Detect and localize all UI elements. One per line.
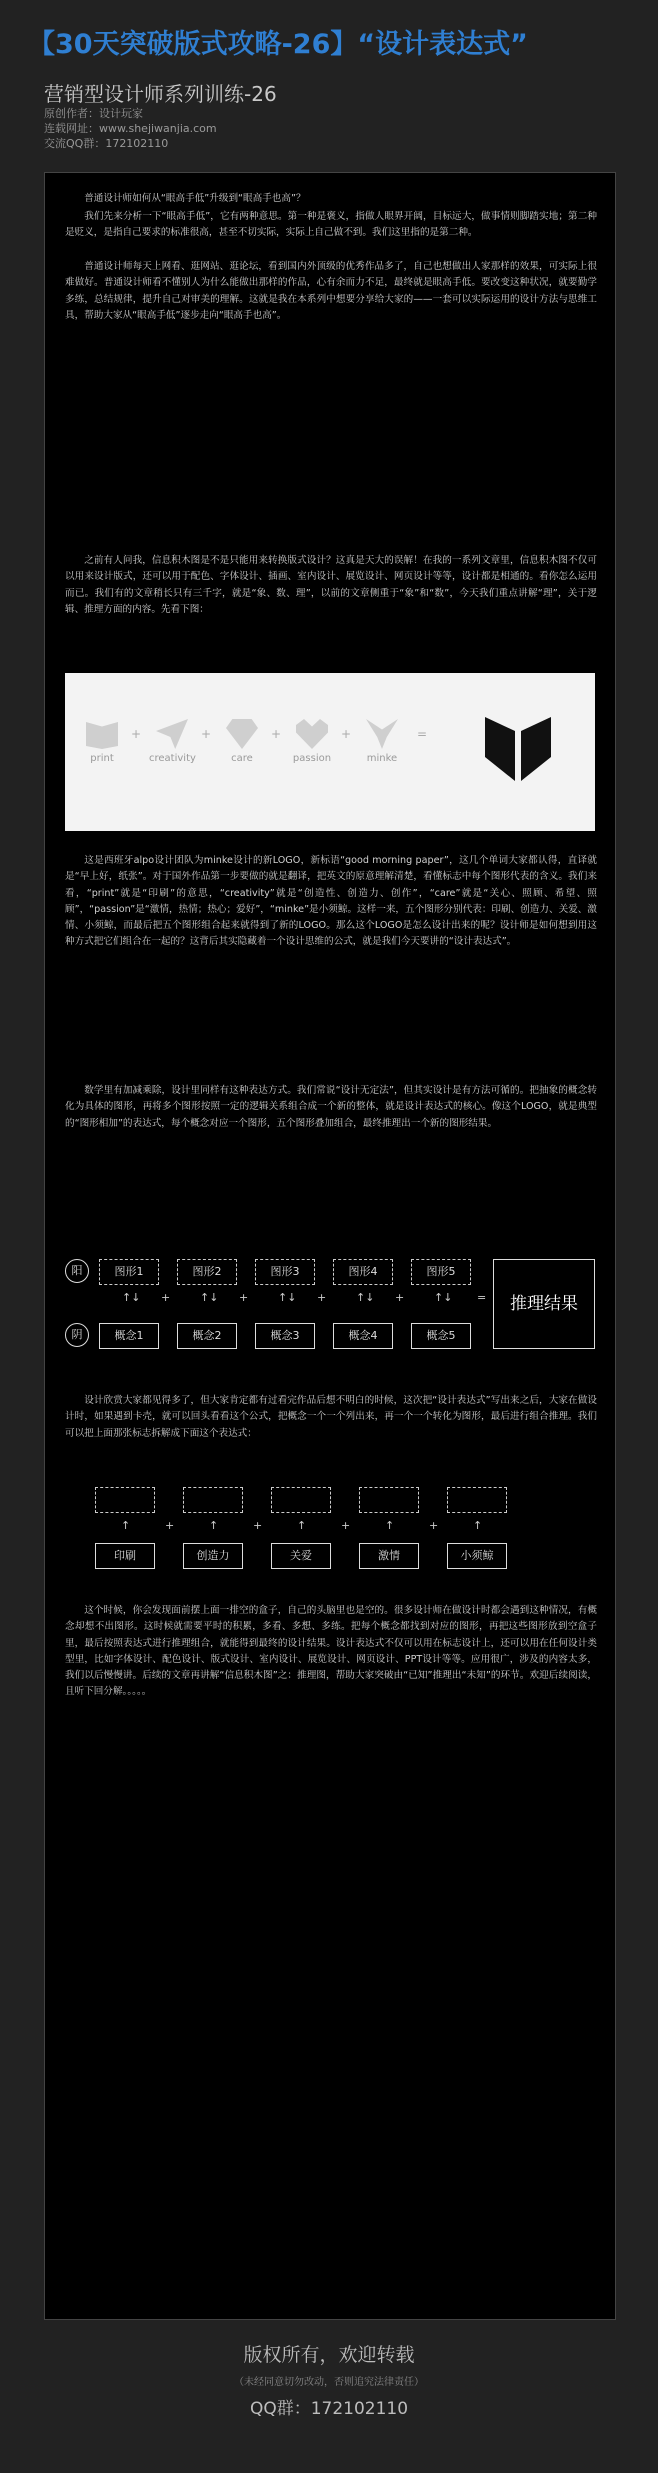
empty-shape-box [95,1487,155,1513]
footer-qq: QQ群：172102110 [249,2399,409,2419]
airplane-icon [156,719,188,749]
paragraph: 数学里有加减乘除，设计里同样有这种表达方式。我们常说“设计无定法”，但其实设计是有方法可循的。把抽象的概念转化为具体的图形，再将多个图形按照一定的逻辑关系组合成一个新的整体，就是设计表达式的核心。像这个LOGO，就是典型的“图形相加”的表达式，每个概念对应一个图形，五个图形叠加组合，最终推理出一个新的图形结果。 [65,1085,597,1129]
logo-item-care [219,719,265,764]
concept-box: 概念5 [411,1323,471,1349]
paragraph: 普通设计师每天上网看、逛网站、逛论坛，看到国内外顶级的优秀作品多了，自己也想做出人家那样的效果，可实际上很难做好。普通设计师看不懂别人为什么能做出那样的作品，心有余而力不足，最终就是眼高手低。要改变这种状况，就要勤学多练，总结规律，提升自己对审美的理解。这就是我在本系列中想要分享给大家的——一套可以实际运用的设计方法与思维工具，帮助大家从“眼高手低”逐步走向“眼高手也高”。 [65,261,597,321]
empty-shape-box [359,1487,419,1513]
page-subtitle: 营销型设计师系列训练-26 [44,82,277,106]
book-icon [86,719,118,749]
logo-item-label: print [90,753,114,764]
paragraph: 设计欣赏大家都见得多了，但大家肯定都有过看完作品后想不明白的时候，这次把“设计表达式”写出来之后，大家在做设计时，如果遇到卡壳，就可以回头看看这个公式，把概念一个一个列出来，再一个一个转化为图形，最后进行组合推理。我们可以把上面那张标志拆解成下面这个表达式： [65,1395,597,1439]
article-body [44,172,616,2320]
logo-figure: print + creativity + care + passion + minke = [65,673,595,831]
expression-diagram: 阳 阴 图形1 图形2 图形3 图形4 图形5 ↑↓ ↑↓ ↑↓ ↑↓ ↑↓ + + + + = 概念1 概念2 概念3 概念4 概念5 推理结果 [65,1253,597,1355]
footer-notice: （未经同意切勿改动，否则追究法律责任） [234,2377,424,2388]
paragraph: 我们先来分析一下“眼高手低”，它有两种意思。第一种是褒义，指做人眼界开阔，目标远大，做事情则脚踏实地；第二种是贬义，是指自己要求的标准很高，甚至不切实际，实际上自己做不到。我们这里指的是第二种。 [65,211,597,239]
meta-info [44,106,217,151]
concept-box: 概念2 [177,1323,237,1349]
logo-item-label: creativity [149,753,196,764]
shape-box: 图形4 [333,1259,393,1285]
footer-copyright: 版权所有，欢迎转载 [243,2344,415,2366]
paragraph: 这个时候，你会发现面前摆上面一排空的盒子，自己的头脑里也是空的。很多设计师在做设计时都会遇到这种情况，有概念却想不出图形。这时候就需要平时的积累，多看、多想、多练。把每个概念都找到对应的图形，再把这些图形放到空盒子里，最后按照表达式进行推理组合，就能得到最终的设计结果。设计表达式不仅可以用在标志设计上，还可以用在任何设计类型里，比如字体设计、配色设计、版式设计、室内设计、展览设计、网页设计、PPT设计等等。应用很广，涉及的内容太多，我们以后慢慢讲。后续的文章再讲解“信息积木图”之：推理图，帮助大家突破由“已知”推理出“未知”的环节。欢迎后续阅读，且听下回分解。。。。。 [65,1605,597,1698]
diamond-icon [226,719,258,749]
empty-shape-box [271,1487,331,1513]
meta-qq: 交流QQ群：172102110 [44,137,169,150]
concept-box: 小须鲸 [447,1543,507,1569]
paragraph: 之前有人问我，信息积木图是不是只能用来转换版式设计？这真是天大的误解！在我的一系列文章里，信息积木图不仅可以用来设计版式，还可以用于配色、字体设计、插画、室内设计、展览设计、网页设计等等，设计都是相通的。看你怎么运用而已。我们有的文章稍长只有三千字，就是“象、数、理”，以前的文章侧重于“象”和“数”，今天我们重点讲解“理”，关于逻辑、推理方面的内容。先看下图： [65,555,597,615]
logo-item-label: minke [366,753,398,764]
shape-box: 图形2 [177,1259,237,1285]
concept-box: 关爱 [271,1543,331,1569]
logo-item-label: care [231,753,253,764]
logo-item-creativity [149,719,195,764]
logo-item-print [79,719,125,764]
logo-item-label: passion [292,753,332,764]
empty-shape-box [183,1487,243,1513]
logo-item-passion [289,719,335,764]
concept-box: 印刷 [95,1543,155,1569]
meta-site: 连载网址：www.shejiwanjia.com [44,122,217,135]
shape-box: 图形5 [411,1259,471,1285]
result-box: 推理结果 [493,1259,595,1349]
shape-box: 图形1 [99,1259,159,1285]
yin-label: 阴 [65,1323,89,1347]
empty-shape-box [447,1487,507,1513]
logo-item-minke [359,719,405,764]
shape-box: 图形3 [255,1259,315,1285]
header [0,0,658,152]
paragraph: 普通设计师如何从“眼高手低”升级到“眼高手也高”？ [84,193,306,204]
concept-box: 概念3 [255,1323,315,1349]
concept-box: 激情 [359,1543,419,1569]
yang-label: 阳 [65,1259,89,1283]
paragraph: 这是西班牙alpo设计团队为minke设计的新LOGO，新标语“good morning paper”，这几个单词大家都认得，直译就是“早上好，纸张”。对于国外作品第一步要做的就是翻译，把英文的原意理解清楚，看懂标志中每个图形代表的含义。我们来看，“print”就是“印刷”的意思，“creativity”就是“创造性、创造力、创作”，“care”就是“关心、照顾、希望、照顾”，“passion”是“激情，热情；热心；爱好”，“minke”是小须鲸。这样一来，五个图形分别代表：印刷、创造力、关爱、激情、小须鲸，而最后把五个图形组合起来就得到了新的LOGO。那么这个LOGO是怎么设计出来的呢？设计师是如何想到用这种方式把它们组合在一起的？这背后其实隐藏着一个设计思维的公式，就是我们今天要讲的“设计表达式”。 [65,855,597,948]
expression-diagram-2: ↑ ↑ ↑ ↑ ↑ + + + + 印刷 创造力 关爱 激情 小须鲸 [65,1483,597,1575]
whale-tail-icon [366,719,398,749]
concept-box: 概念1 [99,1323,159,1349]
page-title: 【30天突破版式攻略-26】“设计表达式” [28,29,528,60]
minke-logo-icon [485,717,551,781]
heart-icon [296,719,328,749]
footer [0,2340,658,2419]
meta-author: 原创作者：设计玩家 [44,107,143,120]
concept-box: 创造力 [183,1543,243,1569]
concept-box: 概念4 [333,1323,393,1349]
